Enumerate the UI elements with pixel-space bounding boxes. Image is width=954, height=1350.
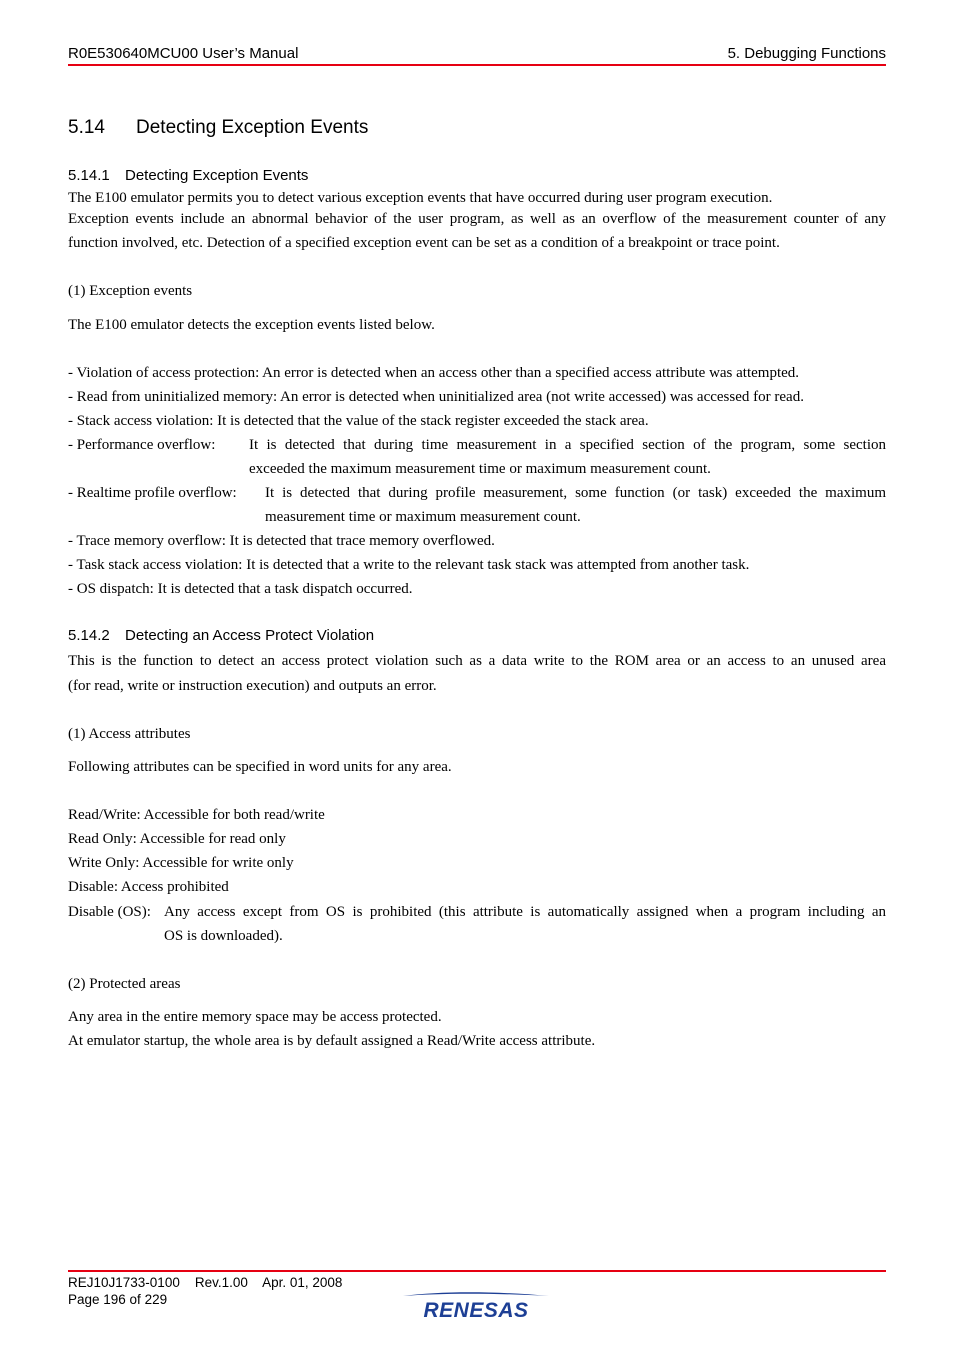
subsection-title: Detecting an Access Protect Violation bbox=[125, 627, 375, 644]
subheading-exception-events: (1) Exception events bbox=[68, 283, 193, 299]
paragraph-line: Exception events include an abnormal behavior of the user program, as well as an overflow of the measurement counter of any bbox=[68, 211, 886, 227]
list-item: - Read from uninitialized memory: An error is detected when uninitialized area (not write accessed) was accessed for read. bbox=[68, 389, 804, 405]
renesas-logo bbox=[400, 1292, 552, 1327]
list-item-text: It is detected that during profile measurement, some function (or task) exceeded the maximum bbox=[265, 485, 886, 501]
paragraph-line: The E100 emulator detects the exception events listed below. bbox=[68, 317, 435, 333]
list-item-text: It is detected that during time measurement in a specified section of the program, some section bbox=[249, 437, 886, 453]
subheading-access-attributes: (1) Access attributes bbox=[68, 726, 191, 742]
list-item-label: - Realtime profile overflow: bbox=[68, 485, 237, 501]
paragraph-line: (for read, write or instruction execution) and outputs an error. bbox=[68, 678, 437, 694]
paragraph-line: Any area in the entire memory space may be access protected. bbox=[68, 1009, 442, 1025]
list-item: - Stack access violation: It is detected that the value of the stack register exceeded the stack area. bbox=[68, 413, 649, 429]
list-item-text: exceeded the maximum measurement time or maximum measurement count. bbox=[249, 461, 711, 477]
attribute-item: Read/Write: Accessible for both read/write bbox=[68, 807, 325, 823]
list-item-text: measurement time or maximum measurement count. bbox=[265, 509, 581, 525]
list-item: - Violation of access protection: An error is detected when an access other than a specified access attribute was attempted. bbox=[68, 365, 800, 381]
attribute-item-text: OS is downloaded). bbox=[164, 928, 283, 944]
renesas-logo-mark bbox=[400, 1292, 552, 1322]
footer-page-number: Page 196 of 229 bbox=[68, 1292, 168, 1307]
attribute-item: Read Only: Accessible for read only bbox=[68, 831, 286, 847]
subheading-protected-areas: (2) Protected areas bbox=[68, 976, 181, 992]
header-rule bbox=[68, 64, 886, 66]
attribute-item: Disable: Access prohibited bbox=[68, 879, 229, 895]
paragraph-line: This is the function to detect an access protect violation such as a data write to the ROM area or an access to an unused area bbox=[68, 653, 886, 669]
paragraph-line: function involved, etc. Detection of a specified exception event can be set as a condition of a breakpoint or trace point. bbox=[68, 235, 780, 251]
attribute-item-label: Disable (OS): bbox=[68, 904, 151, 920]
attribute-item-text: Any access except from OS is prohibited (this attribute is automatically assigned when a program including an bbox=[164, 904, 886, 920]
list-item: - Trace memory overflow: It is detected that trace memory overflowed. bbox=[68, 533, 495, 549]
subsection-number: 5.14.1 bbox=[68, 167, 110, 184]
header-chapter-title: 5. Debugging Functions bbox=[727, 45, 886, 62]
attribute-item: Write Only: Accessible for write only bbox=[68, 855, 294, 871]
section-title: Detecting Exception Events bbox=[136, 117, 369, 138]
header-manual-title: R0E530640MCU00 User’s Manual bbox=[68, 45, 299, 62]
paragraph-line: At emulator startup, the whole area is by default assigned a Read/Write access attribute. bbox=[68, 1033, 596, 1049]
list-item: - Task stack access violation: It is detected that a write to the relevant task stack was attempted from another task. bbox=[68, 557, 750, 573]
footer-document-info: REJ10J1733-0100 Rev.1.00 Apr. 01, 2008 bbox=[68, 1275, 343, 1290]
section-number: 5.14 bbox=[68, 117, 105, 138]
subsection-title: Detecting Exception Events bbox=[125, 167, 309, 184]
subsection-number: 5.14.2 bbox=[68, 627, 110, 644]
svg-text:RENESAS: RENESAS bbox=[423, 1299, 529, 1322]
list-item-label: - Performance overflow: bbox=[68, 437, 216, 453]
list-item: - OS dispatch: It is detected that a task dispatch occurred. bbox=[68, 581, 413, 597]
footer-rule bbox=[68, 1270, 886, 1272]
paragraph-line: Following attributes can be specified in word units for any area. bbox=[68, 759, 452, 775]
paragraph-line: The E100 emulator permits you to detect various exception events that have occurred during user program execution. bbox=[68, 190, 773, 206]
